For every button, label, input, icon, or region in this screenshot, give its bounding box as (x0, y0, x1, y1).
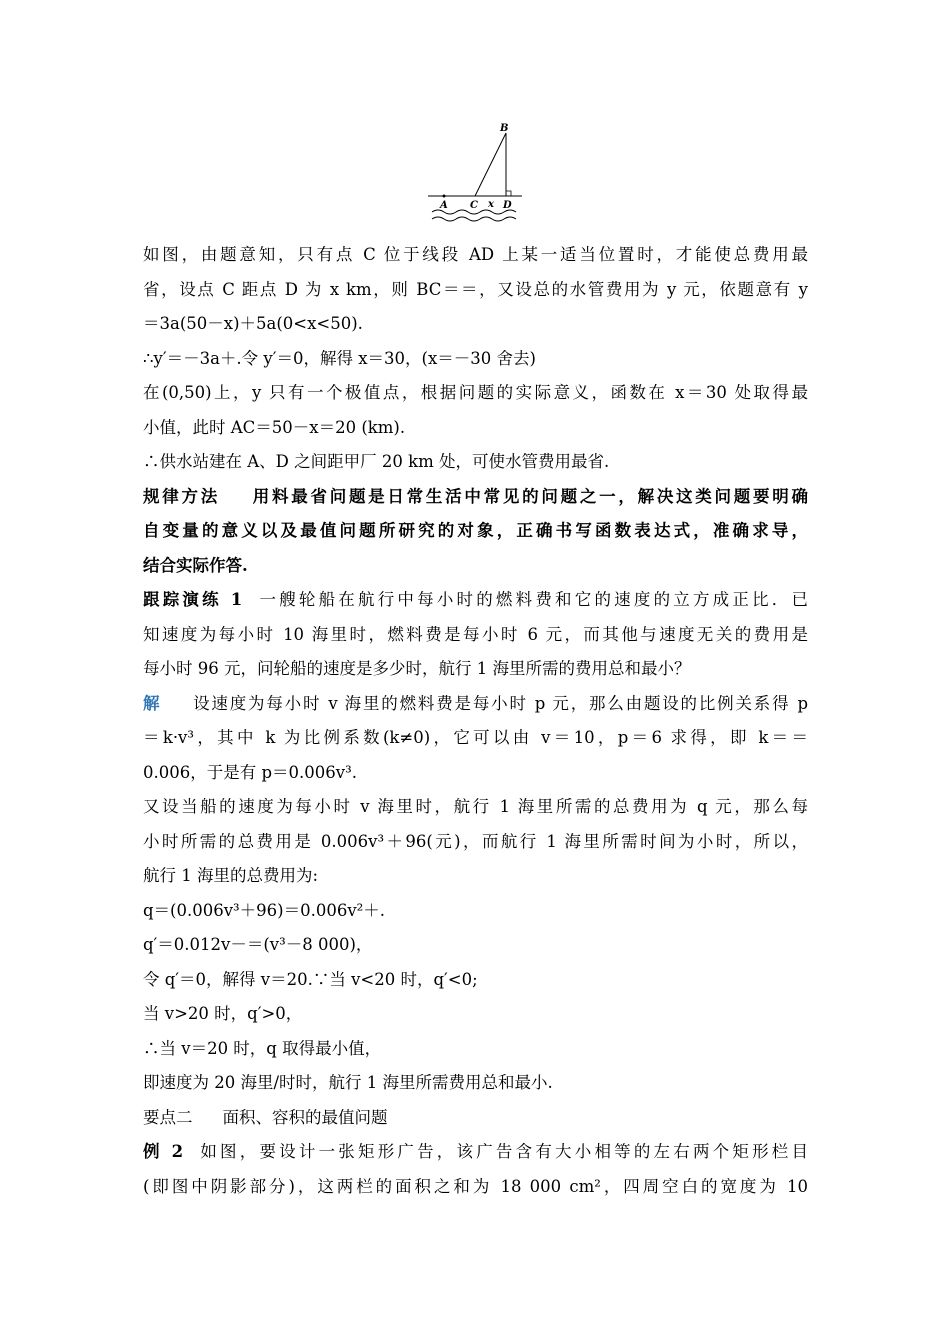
label-c: C (470, 200, 478, 211)
solution-line: 令 q′＝0，解得 v＝20.∵当 v<20 时，q′<0; (143, 969, 478, 989)
text-line: 在(0,50)上，y 只有一个极值点，根据问题的实际意义，函数在 x＝30 处取得最 (143, 383, 808, 402)
text-line: ＝3a(50－x)＋5a(0<x<50). (143, 314, 363, 333)
solution-line: 航行 1 海里的总费用为: (143, 866, 319, 885)
section-heading (143, 1101, 808, 1136)
example-line: (即图中阴影部分)，这两栏的面积之和为 18 000 cm²，四周空白的宽度为 10 (143, 1176, 808, 1196)
section-title: 要点二 (143, 1107, 193, 1127)
solution-line (143, 687, 808, 722)
solution-title: 解 (143, 693, 162, 713)
solution-line: 0.006，于是有 p＝0.006v³. (143, 762, 357, 782)
label-x: x (488, 199, 494, 210)
text-line: ∴y′＝－3a＋.令 y′＝0，解得 x＝30，(x＝－30 舍去) (143, 348, 536, 368)
text-line: 省，设点 C 距点 D 为 x km，则 BC＝＝，又设总的水管费用为 y 元，依题意有 y (143, 279, 808, 299)
segment-bc (475, 133, 506, 196)
label-d: D (503, 200, 512, 211)
example-text: 如图，要设计一张矩形广告，该广告含有大小相等的左右两个矩形栏目 (197, 1142, 808, 1161)
method-line (143, 480, 808, 515)
solution-line: 又设当船的速度为每小时 v 海里时，航行 1 海里所需的总费用为 q 元，那么每 (143, 797, 808, 816)
label-b: B (500, 123, 509, 134)
text-line: 如图，由题意知，只有点 C 位于线段 AD 上某一适当位置时，才能使总费用最 (143, 245, 808, 264)
solution-line: 即速度为 20 海里/时时，航行 1 海里所需费用总和最小. (143, 1073, 553, 1092)
practice-line: 知速度为每小时 10 海里时，燃料费是每小时 6 元，而其他与速度无关的费用是 (143, 624, 808, 644)
geometry-figure (420, 118, 530, 228)
practice-line (143, 583, 808, 618)
method-title: 规律方法 (143, 486, 220, 506)
section-text: 面积、容积的最值问题 (222, 1107, 388, 1127)
triangle-diagram (420, 118, 530, 228)
example-line (143, 1135, 808, 1170)
practice-title: 跟踪演练 1 (143, 590, 243, 609)
text-body (143, 238, 808, 1204)
solution-line: 小时所需的总费用是 0.006v³＋96(元)，而航行 1 海里所需时间为小时，所以， (143, 831, 808, 851)
practice-line: 每小时 96 元，问轮船的速度是多少时，航行 1 海里所需的费用总和最小？ (143, 659, 691, 678)
solution-line: q′＝0.012v－＝(v³－8 000)， (143, 935, 373, 954)
right-angle-mark (506, 191, 511, 196)
solution-text: 设速度为每小时 v 海里的燃料费是每小时 p 元，那么由题设的比例关系得 p (191, 693, 809, 713)
text-line: 小值，此时 AC＝50－x＝20 (km). (143, 417, 406, 437)
practice-text: 一艘轮船在航行中每小时的燃料费和它的速度的立方成正比．已 (256, 590, 809, 609)
solution-line: ∴当 v＝20 时，q 取得最小值， (143, 1038, 382, 1058)
label-a: A (440, 200, 448, 211)
example-title: 例 2 (143, 1142, 184, 1161)
river-wave-2 (432, 217, 516, 221)
method-line: 自变量的意义以及最值问题所研究的对象，正确书写函数表达式，准确求导， (143, 521, 808, 540)
solution-line: q＝(0.006v³＋96)＝0.006v²＋. (143, 900, 386, 920)
solution-line: 当 v>20 时，q′>0， (143, 1004, 303, 1023)
text-line: ∴供水站建在 A、D 之间距甲厂 20 km 处，可使水管费用最省. (143, 452, 610, 471)
solution-line: ＝k·v³，其中 k 为比例系数(k≠0)，它可以由 v＝10，p＝6 求得，即 k＝＝ (143, 728, 808, 747)
method-line: 结合实际作答. (143, 555, 248, 575)
point-a-dot (443, 195, 446, 198)
method-text: 用料最省问题是日常生活中常见的问题之一，解决这类问题要明确 (249, 486, 809, 506)
